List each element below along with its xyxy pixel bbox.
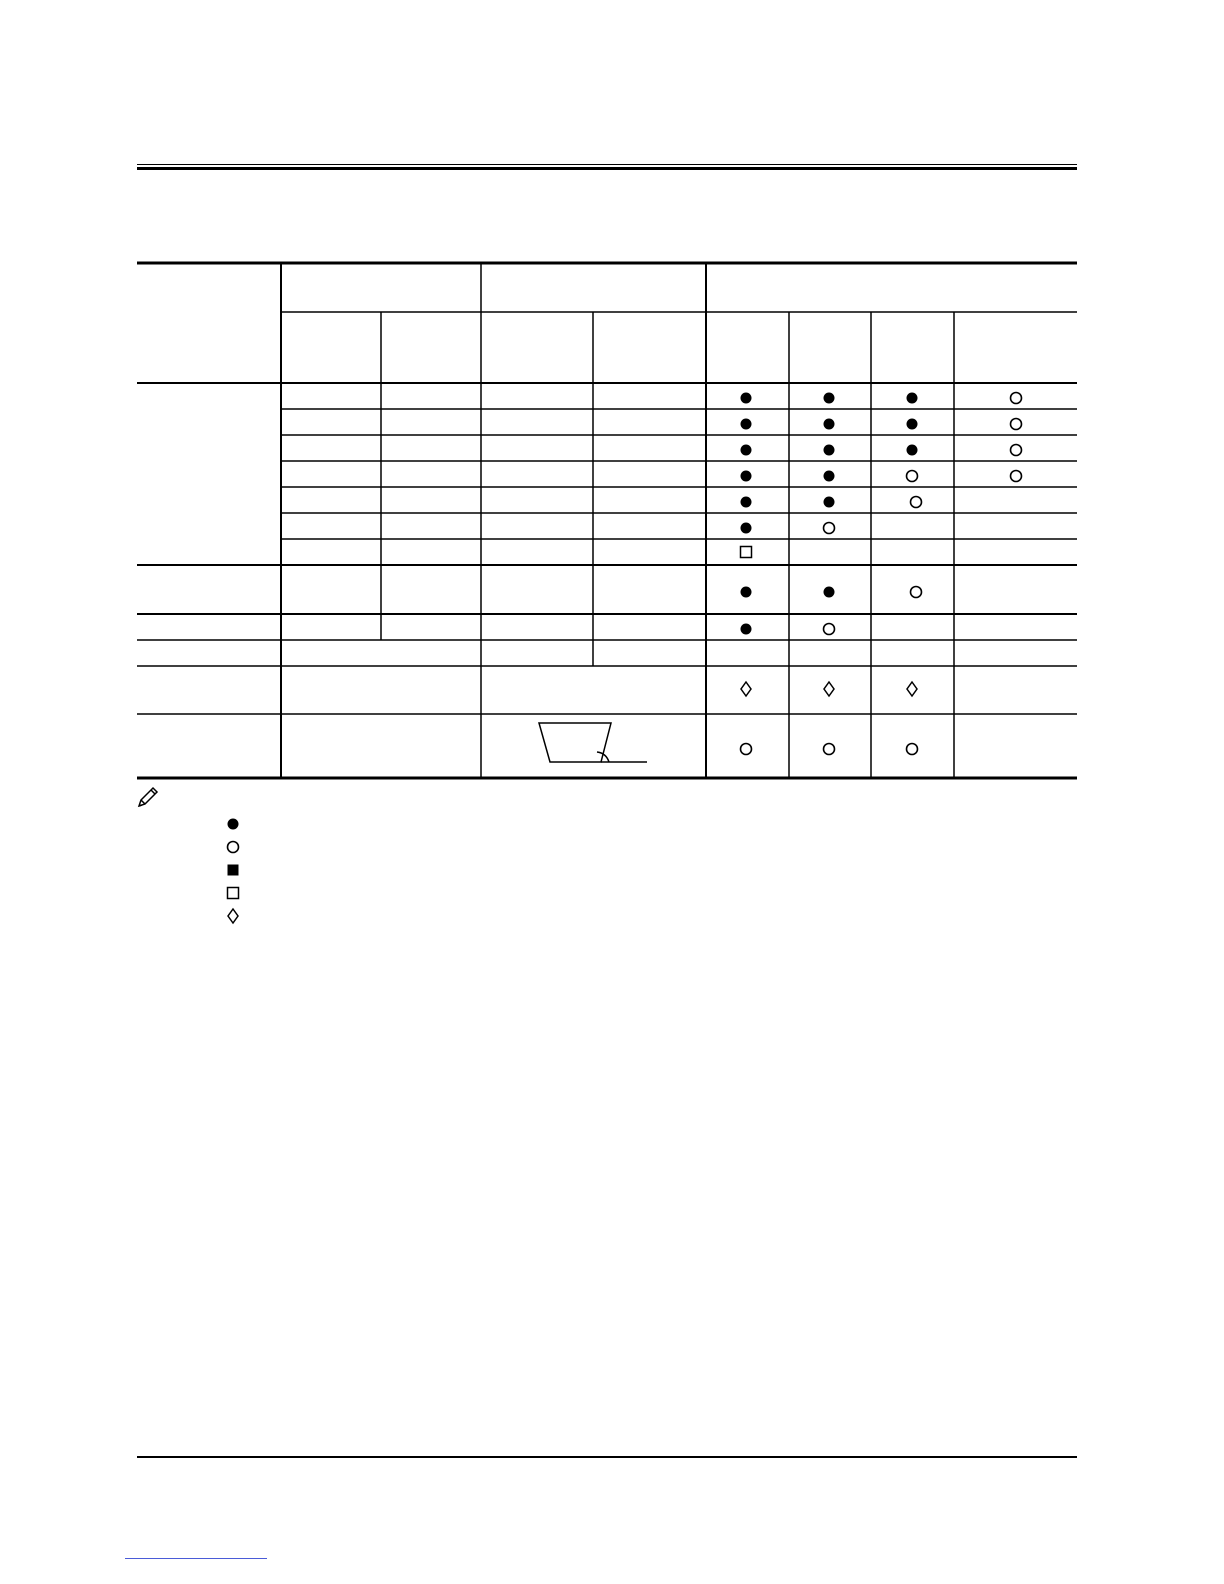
filled-square-icon — [228, 864, 239, 875]
filled-circle-icon — [824, 587, 835, 598]
open-circle-icon — [911, 497, 922, 508]
filled-circle-icon — [741, 471, 752, 482]
filled-circle-icon — [824, 445, 835, 456]
trapezoid-figure — [539, 723, 647, 762]
open-circle-icon — [824, 744, 835, 755]
open-circle-icon — [824, 523, 835, 534]
filled-circle-icon — [741, 523, 752, 534]
open-circle-icon — [907, 744, 918, 755]
filled-circle-icon — [907, 445, 918, 456]
filled-circle-icon — [741, 445, 752, 456]
open-square-icon — [228, 887, 239, 898]
filled-circle-icon — [741, 419, 752, 430]
filled-circle-icon — [741, 497, 752, 508]
footer-rule — [137, 1456, 1077, 1458]
open-circle-icon — [1011, 471, 1022, 482]
filled-circle-icon — [907, 393, 918, 404]
diamond-icon — [741, 682, 751, 696]
filled-circle-icon — [741, 624, 752, 635]
filled-circle-icon — [741, 393, 752, 404]
filled-circle-icon — [824, 393, 835, 404]
filled-circle-icon — [824, 471, 835, 482]
legend-item — [218, 881, 248, 904]
open-circle-icon — [228, 841, 239, 852]
open-circle-icon — [1011, 393, 1022, 404]
filled-circle-icon — [741, 587, 752, 598]
filled-circle-icon — [824, 419, 835, 430]
open-circle-icon — [1011, 419, 1022, 430]
diamond-icon — [824, 682, 834, 696]
symbol-legend — [218, 812, 258, 927]
filled-circle-icon — [228, 818, 239, 829]
diamond-icon — [907, 682, 917, 696]
filled-circle-icon — [907, 419, 918, 430]
footer-link-underline[interactable] — [125, 1558, 267, 1559]
table-symbols — [741, 393, 1022, 755]
open-circle-icon — [907, 471, 918, 482]
legend-item — [218, 835, 248, 858]
open-circle-icon — [911, 587, 922, 598]
legend-item — [218, 904, 248, 927]
legend-item — [218, 858, 248, 881]
diamond-icon — [228, 909, 238, 923]
filled-circle-icon — [824, 497, 835, 508]
open-circle-icon — [741, 744, 752, 755]
open-circle-icon — [1011, 445, 1022, 456]
open-square-icon — [741, 547, 752, 558]
table-grid — [137, 263, 1077, 778]
pencil-note-icon — [136, 785, 160, 809]
open-circle-icon — [824, 624, 835, 635]
legend-item — [218, 812, 248, 835]
